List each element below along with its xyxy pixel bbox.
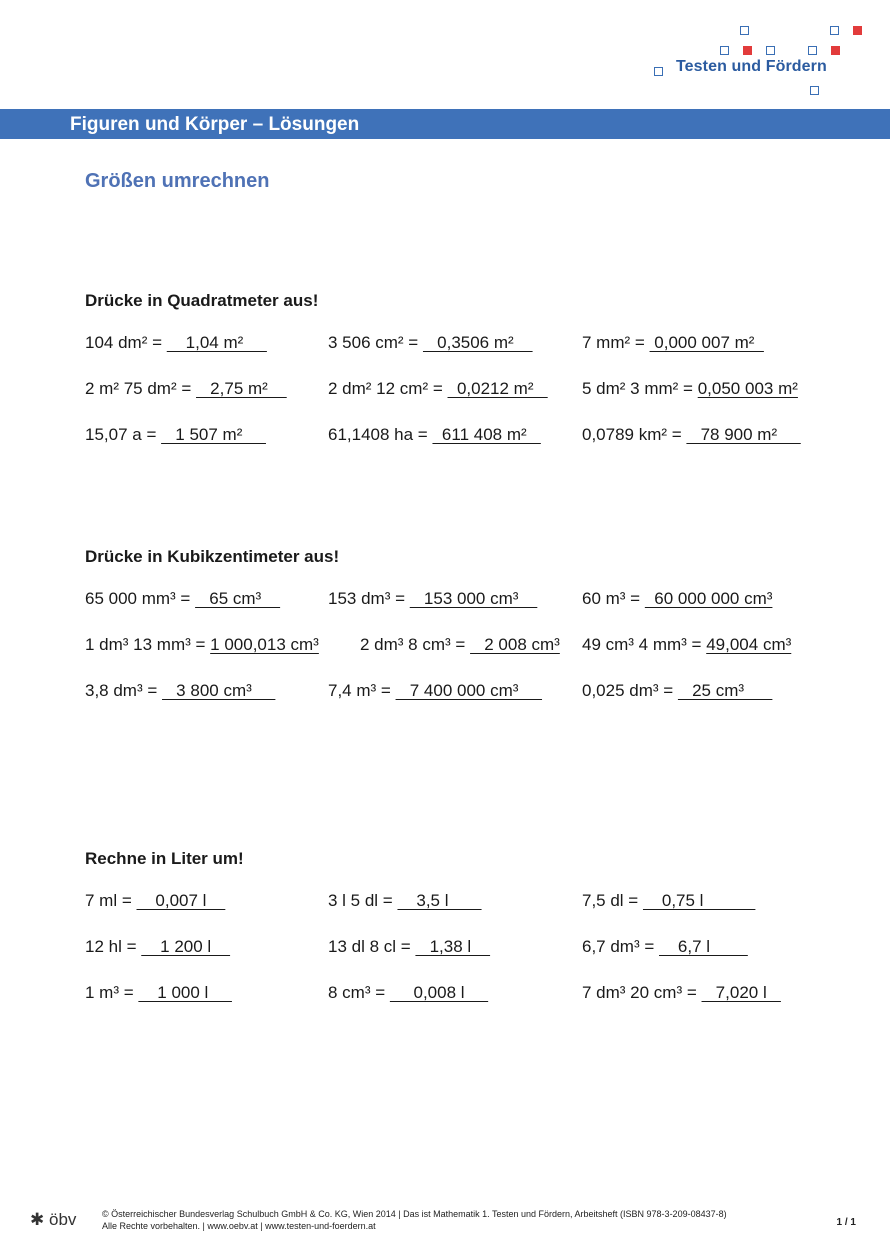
exercise-answer: 6,7 l [659,937,748,956]
exercise-question: 0,0789 km² = [582,425,687,444]
exercise-item [582,681,772,701]
exercise-item [85,589,280,609]
exercise-item [85,937,230,957]
exercise-question: 49 cm³ 4 mm³ = [582,635,707,654]
exercise-item [328,589,537,609]
exercise-item [85,635,319,655]
logo-square-icon [720,46,729,55]
exercise-answer: 1 000,013 cm³ [210,635,319,654]
exercise-question: 104 dm² = [85,333,167,352]
exercise-item [85,681,275,701]
footer-copyright [102,1208,727,1232]
exercise-answer: 0,007 l [136,891,226,910]
exercise-question: 61,1408 ha = [328,425,433,444]
exercise-item [328,681,542,701]
exercise-answer: 78 900 m² [686,425,801,444]
exercise-item [85,425,266,445]
brand-logo [650,22,880,100]
exercise-answer: 1,38 l [415,937,491,956]
logo-square-icon [808,46,817,55]
exercise-question: 12 hl = [85,937,142,956]
publisher-logo-text: öbv [48,1210,77,1229]
logo-square-icon [740,26,749,35]
exercise-item [328,891,482,911]
exercise-item [582,983,781,1003]
exercise-item [85,891,225,911]
exercise-question: 7,4 m³ = [328,681,396,700]
exercise-heading: Drücke in Kubikzentimeter aus! [85,547,340,566]
exercise-item [582,891,755,911]
exercise-answer: 2 008 cm³ [470,635,560,654]
exercise-answer: 1 507 m² [161,425,266,444]
exercise-question: 60 m³ = [582,589,645,608]
footer-line-1: © Österreichischer Bundesverlag Schulbuch GmbH & Co. KG, Wien 2014 | Das ist Mathematik 1. Testen und Fördern, Arbeitsheft (ISBN 978-3-209-08437-8) [102,1209,727,1219]
exercise-answer: 1 200 l [141,937,231,956]
exercise-question: 7 ml = [85,891,137,910]
exercise-question: 1 dm³ 13 mm³ = [85,635,211,654]
exercise-item [582,379,798,399]
exercise-question: 8 cm³ = [328,983,390,1002]
exercise-question: 1 m³ = [85,983,139,1002]
exercise-question: 65 000 mm³ = [85,589,196,608]
exercise-question: 6,7 dm³ = [582,937,660,956]
exercise-question: 2 dm³ 8 cm³ = [360,635,471,654]
exercise-answer: 0,0212 m² [447,379,548,398]
exercise-answer: 1 000 l [138,983,232,1002]
exercise-answer: 153 000 cm³ [409,589,538,608]
exercise-item [582,425,801,445]
exercise-item [328,425,541,445]
exercise-item [360,635,560,655]
exercise-answer: 25 cm³ [677,681,773,700]
exercise-answer: 2,75 m² [196,379,287,398]
publisher-star-icon: ✱ [30,1210,45,1229]
exercise-question: 13 dl 8 cl = [328,937,416,956]
exercise-item [582,589,772,609]
exercise-answer: 49,004 cm³ [706,635,792,654]
exercise-item [85,983,232,1003]
exercise-heading: Rechne in Liter um! [85,849,244,868]
exercise-answer: 0,75 l [642,891,756,910]
logo-square-red-icon [743,46,752,55]
exercise-answer: 0,000 007 m² [649,333,764,352]
publisher-logo [30,1210,76,1230]
exercise-answer: 611 408 m² [432,425,541,444]
exercise-question: 15,07 a = [85,425,162,444]
exercise-item [328,983,488,1003]
exercise-question: 7 mm² = [582,333,650,352]
exercise-answer: 0,3506 m² [422,333,533,352]
page-title: Figuren und Körper – Lösungen [70,114,360,135]
exercise-answer: 7 400 000 cm³ [395,681,543,700]
exercise-question: 0,025 dm³ = [582,681,678,700]
exercise-question: 3,8 dm³ = [85,681,163,700]
exercise-item [582,937,748,957]
exercise-item [328,333,533,353]
exercise-question: 7 dm³ 20 cm³ = [582,983,702,1002]
exercise-question: 2 dm² 12 cm² = [328,379,448,398]
exercise-item [85,333,267,353]
exercise-answer: 1,04 m² [166,333,267,352]
exercise-question: 7,5 dl = [582,891,643,910]
exercise-question: 2 m² 75 dm² = [85,379,197,398]
exercise-answer: 3,5 l [397,891,482,910]
logo-square-red-icon [853,26,862,35]
exercise-answer: 3 800 cm³ [162,681,276,700]
footer-line-2: Alle Rechte vorbehalten. | www.oebv.at | www.testen-und-foerdern.at [102,1221,376,1231]
page-number: 1 / 1 [836,1217,856,1228]
logo-text: Testen und Fördern [676,58,827,75]
exercise-item [328,379,548,399]
exercise-item [582,635,791,655]
exercise-item [328,937,490,957]
exercise-question: 153 dm³ = [328,589,410,608]
logo-square-icon [830,26,839,35]
exercise-answer: 60 000 000 cm³ [644,589,773,608]
logo-square-icon [766,46,775,55]
exercise-heading: Drücke in Quadratmeter aus! [85,291,319,310]
logo-square-icon [810,86,819,95]
exercise-answer: 0,050 003 m² [697,379,798,398]
exercise-question: 3 506 cm² = [328,333,423,352]
exercise-answer: 7,020 l [701,983,781,1002]
exercise-answer: 0,008 l [389,983,489,1002]
exercise-item [582,333,764,353]
exercise-item [85,379,287,399]
logo-square-red-icon [831,46,840,55]
exercise-question: 3 l 5 dl = [328,891,398,910]
logo-square-icon [654,67,663,76]
exercise-answer: 65 cm³ [195,589,281,608]
section-subtitle: Größen umrechnen [85,170,270,192]
exercise-question: 5 dm² 3 mm² = [582,379,698,398]
